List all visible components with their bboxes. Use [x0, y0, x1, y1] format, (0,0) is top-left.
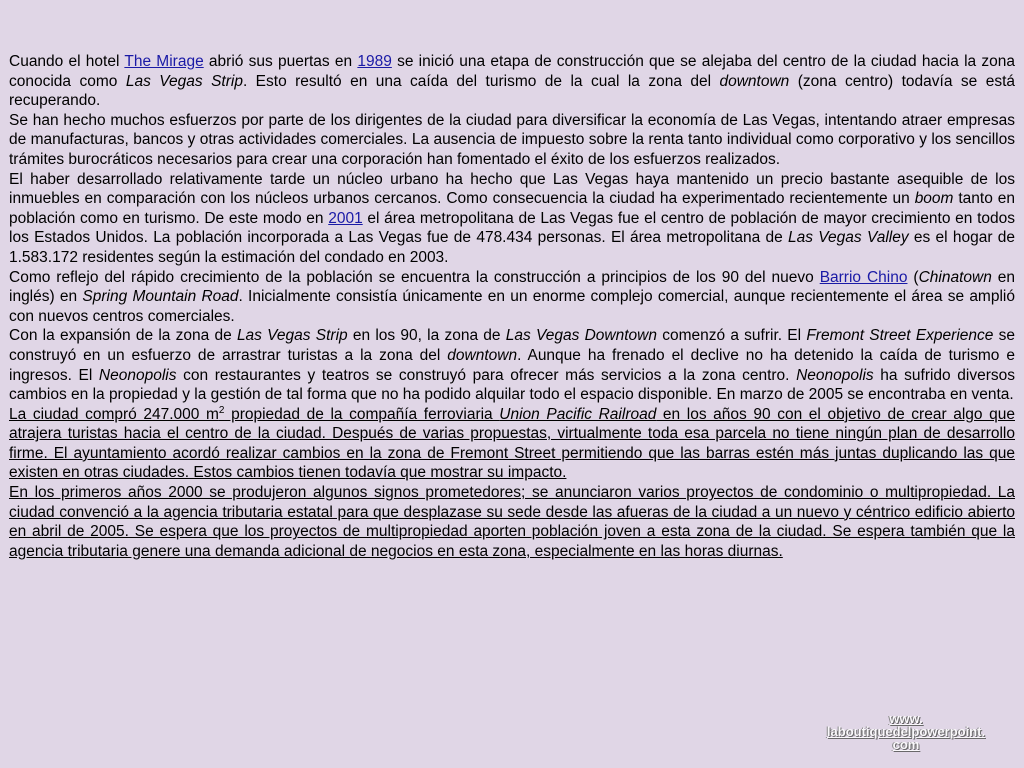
link-the-mirage[interactable]: The Mirage [124, 53, 204, 70]
article-body [9, 52, 1015, 561]
paragraph-union-pacific [9, 405, 1015, 483]
text-span: comenzó a sufrir. El [656, 327, 807, 345]
superscript: 2 [218, 404, 225, 416]
link-1989[interactable]: 1989 [357, 53, 392, 70]
text-span: en los años 90 con el objetivo de crear algo que atrajera turistas hacia el centro de la ciudad. Después de varias propuestas, virtualmente toda esa parcela no tiene ningún plan de desarrollo firme. El ayuntamiento acordó realizar cambios en la zona de Fremont Street permitiendo que las barras estén más juntas duplicando las que existen en otras ciudades. Estos cambios tienen todavía que mostrar su impacto. [9, 405, 1015, 482]
text-span: . Esto resultó en una caída del turismo de la cual la zona del [242, 72, 720, 90]
paragraph-growth [9, 170, 1015, 268]
text-span: Se han hecho muchos esfuerzos por parte de los dirigentes de la ciudad para diversificar la economía de Las Vegas, intentando atraer empresas de manufacturas, bancos y otras actividades comerciales. La ausencia de impuesto sobre la renta tanto individual como corporativo y los sencillos trámites burocráticos necesarios para crear una corporación han fomentado el éxito de los esfuerzos realizados. [9, 111, 1015, 168]
text-span: En los primeros años 2000 se produjeron algunos signos prometedores; se anunciaron varios proyectos de condominio o multipropiedad. La ciudad convenció a la agencia tributaria estatal para que desplazase su sede desde las afueras de la ciudad a un nuevo y céntrico edificio abierto en abril de 2005. Se espera que los proyectos de multipropiedad aporten población joven a esta zona de la ciudad. Se espera también que la agencia tributaria genere una demanda adicional de negocios en esta zona, especialmente en las horas diurnas. [9, 484, 1015, 560]
italic-term: downtown [447, 346, 518, 364]
italic-term: Spring Mountain Road [82, 288, 239, 306]
paragraph-chinatown [9, 268, 1015, 327]
text-span: el área metropolitana de Las Vegas fue el centro de población de mayor crecimiento en todos los Estados Unidos. La población incorporada a Las Vegas fue de 478.434 personas. El área metropolitana de [9, 209, 1016, 247]
italic-term: Fremont Street Experience [806, 327, 994, 345]
watermark-line: com [892, 737, 920, 752]
text-span: tanto en población como en turismo. De este modo en [9, 190, 1015, 227]
paragraph-mirage [9, 52, 1015, 111]
text-span: es el hogar de 1.583.172 residentes según la estimación del condado en 2003. [9, 229, 1016, 266]
text-span: ha sufrido diversos cambios en la propiedad y la gestión de tal forma que no ha podido alquilar todo el espacio disponible. En marzo de 2005 se encontraba en venta. [9, 366, 1016, 404]
italic-term: Union Pacific Railroad [499, 405, 657, 423]
link-2001[interactable]: 2001 [328, 209, 363, 227]
watermark-line: www. [889, 711, 923, 726]
text-span: Con la expansión de la zona de [9, 327, 237, 345]
text-span: (zona centro) todavía se está recuperando. [9, 72, 1015, 110]
text-span: abrió sus puertas en [203, 53, 358, 70]
italic-term: Neonopolis [98, 366, 177, 384]
text-span: . Aunque ha frenado el declive no ha detenido la caída de turismo e ingresos. El [9, 346, 1015, 384]
italic-term: Las Vegas Strip [125, 72, 243, 90]
text-span: . Inicialmente consistía únicamente en un enorme complejo comercial, aunque recientemente el área se amplió con nuevos centros comerciales. [9, 288, 1015, 325]
italic-term: Las Vegas Valley [788, 229, 909, 247]
text-span: propiedad de la compañía ferroviaria [224, 405, 500, 423]
paragraph-economy [9, 111, 1015, 170]
text-span: se inició una etapa de construcción que se alejaba del centro de la ciudad hacia la zona conocida como [9, 53, 1015, 90]
link-barrio-chino[interactable]: Barrio Chino [819, 268, 908, 286]
text-span: El haber desarrollado relativamente tarde un núcleo urbano ha hecho que Las Vegas haya mantenido un precio bastante asequible de los inmuebles en comparación con los núcleos urbanos cercanos. Como consecuencia la ciudad ha experimentado recientemente un [9, 170, 1015, 208]
watermark-line: laboutiquedelpowerpoint. [826, 724, 986, 739]
text-span: La ciudad compró 247.000 m [9, 405, 219, 423]
paragraph-downtown [9, 326, 1015, 404]
italic-term: Neonopolis [796, 366, 874, 384]
paragraph-2000s [9, 483, 1015, 561]
text-span: en inglés) en [9, 268, 1016, 306]
text-span: se construyó en un esfuerzo de arrastrar turistas a la zona del [9, 327, 1015, 364]
text-span: ( [907, 268, 919, 286]
watermark-logo[interactable] [806, 712, 1006, 751]
text-span: con restaurantes y teatros se construyó para ofrecer más servicios a la zona centro. [176, 366, 797, 384]
italic-term: Chinatown [918, 268, 992, 286]
text-span: en los 90, la zona de [347, 327, 506, 345]
italic-term: Las Vegas Strip [236, 327, 348, 345]
italic-term: boom [914, 190, 954, 208]
text-span: Como reflejo del rápido crecimiento de la población se encuentra la construcción a principios de los 90 del nuevo [9, 268, 820, 286]
text-span: Cuando el hotel [9, 53, 125, 70]
underlined-section [9, 405, 1015, 562]
italic-term: Las Vegas Downtown [505, 327, 657, 345]
italic-term: downtown [719, 72, 790, 90]
